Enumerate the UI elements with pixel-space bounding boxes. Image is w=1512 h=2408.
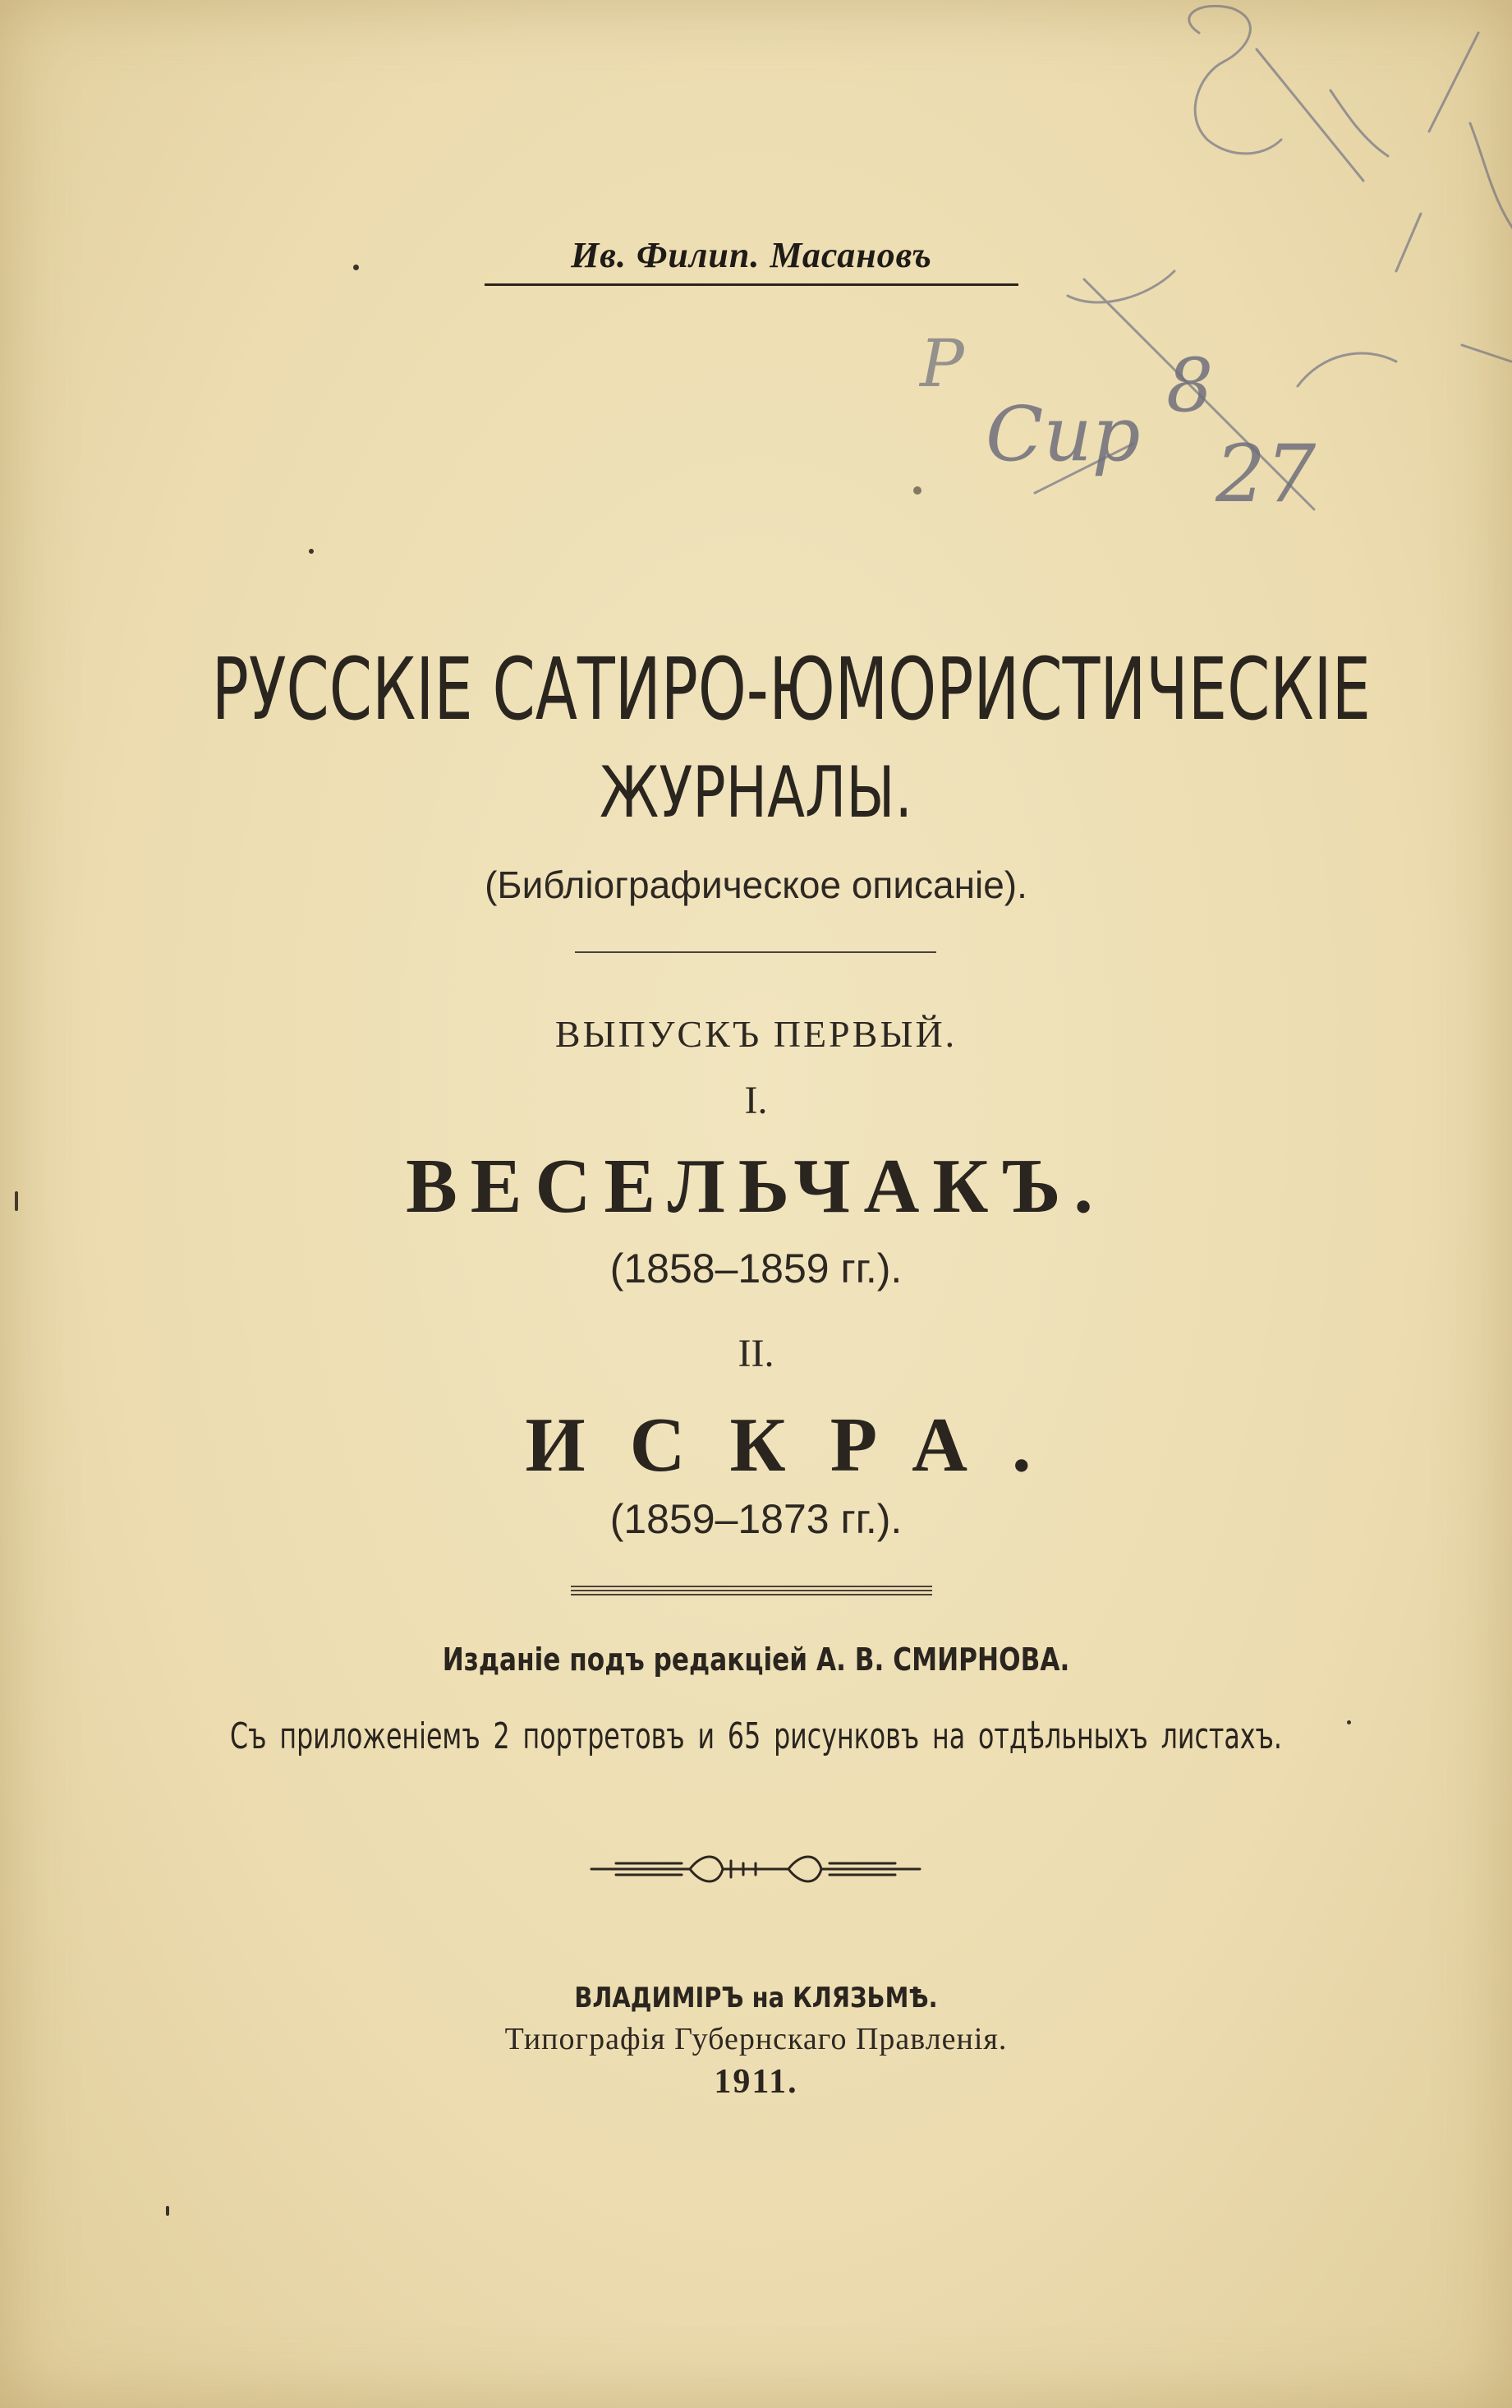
pencil-note-sir: Сир	[986, 390, 1141, 478]
speck	[353, 265, 359, 270]
subtitle: (Библіографическое описаніе).	[485, 863, 1027, 906]
imprint-press: Типографія Губернскаго Правленія.	[504, 2022, 1008, 2056]
imprint-city: ВЛАДИМІРЪ на КЛЯЗЬМѢ.	[574, 1982, 938, 2014]
part-dates-1: (1858–1859 гг.).	[609, 1245, 903, 1291]
pencil-marks	[903, 0, 1512, 592]
speck	[309, 549, 314, 554]
supplement-note: Съ приложеніемъ 2 портретовъ и 65 рисунковъ на отдѣльныхъ листахъ.	[230, 1715, 1282, 1757]
part-dates-2: (1859–1873 гг.).	[609, 1496, 903, 1542]
part-number-1: I.	[744, 1079, 768, 1122]
author-name: Ив. Филип. Масановъ	[571, 235, 932, 275]
speck	[913, 486, 921, 495]
title-line-1: РУССКІЕ САТИРО-ЮМОРИСТИЧЕСКІЕ	[211, 639, 1371, 739]
author-underline	[485, 283, 1018, 286]
imprint-year: 1911.	[714, 2063, 798, 2101]
pencil-note-27: 27	[1216, 428, 1317, 520]
edition-note: Изданіе подъ редакціей А. В. СМИРНОВА.	[442, 1641, 1070, 1678]
issue-label: ВЫПУСКЪ ПЕРВЫЙ.	[554, 1013, 958, 1055]
pencil-note-8: 8	[1166, 343, 1214, 429]
divider	[575, 951, 936, 953]
ornament-icon	[583, 1840, 928, 1898]
speck	[1347, 1720, 1351, 1724]
part-number-2: II.	[738, 1332, 774, 1375]
double-divider	[571, 1586, 932, 1595]
part-name-2: ИСКРА.	[525, 1402, 1076, 1488]
speck	[166, 2206, 169, 2216]
speck	[15, 1191, 18, 1211]
part-name-1: ВЕСЕЛЬЧАКЪ.	[406, 1144, 1106, 1229]
svg-text:P: P	[920, 325, 964, 402]
title-line-2: ЖУРНАЛЫ.	[600, 752, 912, 834]
